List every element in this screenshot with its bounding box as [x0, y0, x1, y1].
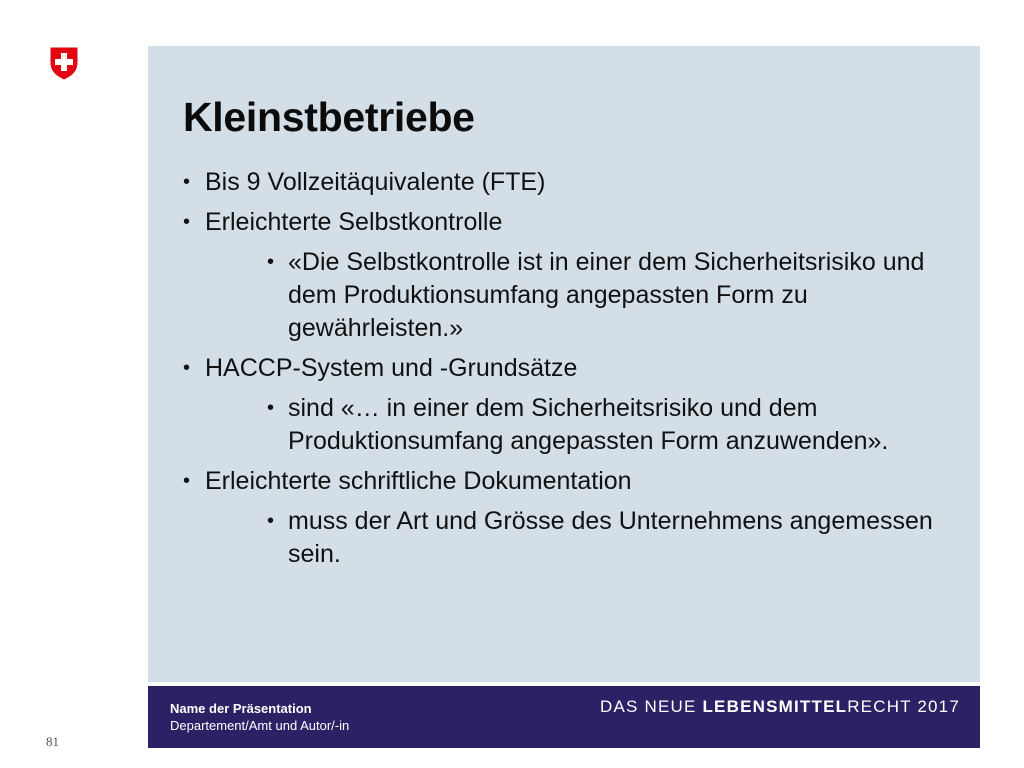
footer-band [148, 686, 980, 748]
bullet-text: Bis 9 Vollzeitäquivalente (FTE) [205, 168, 546, 196]
brand-part-bold: LEBENSMITTEL [702, 697, 848, 716]
bullet-dot: • [183, 357, 191, 379]
bullet-text: HACCP-System und -Grundsätze [205, 354, 578, 382]
slide-title: Kleinstbetriebe [183, 94, 475, 140]
bullet-item [183, 166, 973, 199]
bullet-list [183, 166, 973, 578]
sub-bullet-item [183, 505, 973, 571]
sub-bullet-text: muss der Art und Grösse des Unternehmens angemessen sein. [288, 507, 933, 568]
bullet-text: Erleichterte Selbstkontrolle [205, 208, 503, 236]
sub-bullet-text: «Die Selbstkontrolle ist in einer dem Sicherheitsrisiko und dem Produktionsumfang angepassten Form zu gewährleisten.» [288, 248, 925, 342]
swiss-shield-icon [48, 45, 80, 81]
sub-bullet-item [183, 392, 973, 458]
sub-bullet-text: sind «… in einer dem Sicherheitsrisiko und dem Produktionsumfang angepassten Form anzuwenden». [288, 394, 889, 455]
bullet-dot: • [267, 251, 275, 273]
brand-part-2: RECHT 2017 [847, 697, 960, 716]
brand-part-1: DAS NEUE [600, 697, 703, 716]
department-author: Departement/Amt und Autor/-in [170, 718, 350, 733]
brand-wordmark [600, 697, 960, 717]
page-number: 81 [46, 734, 59, 749]
bullet-dot: • [267, 510, 275, 532]
bullet-item [183, 206, 973, 239]
presentation-name: Name der Präsentation [170, 701, 312, 716]
bullet-dot: • [183, 211, 191, 233]
bullet-dot: • [183, 171, 191, 193]
bullet-dot: • [267, 397, 275, 419]
bullet-item [183, 352, 973, 385]
bullet-item [183, 465, 973, 498]
sub-bullet-item [183, 246, 973, 345]
bullet-dot: • [183, 470, 191, 492]
bullet-text: Erleichterte schriftliche Dokumentation [205, 467, 632, 495]
content-panel [148, 46, 980, 682]
